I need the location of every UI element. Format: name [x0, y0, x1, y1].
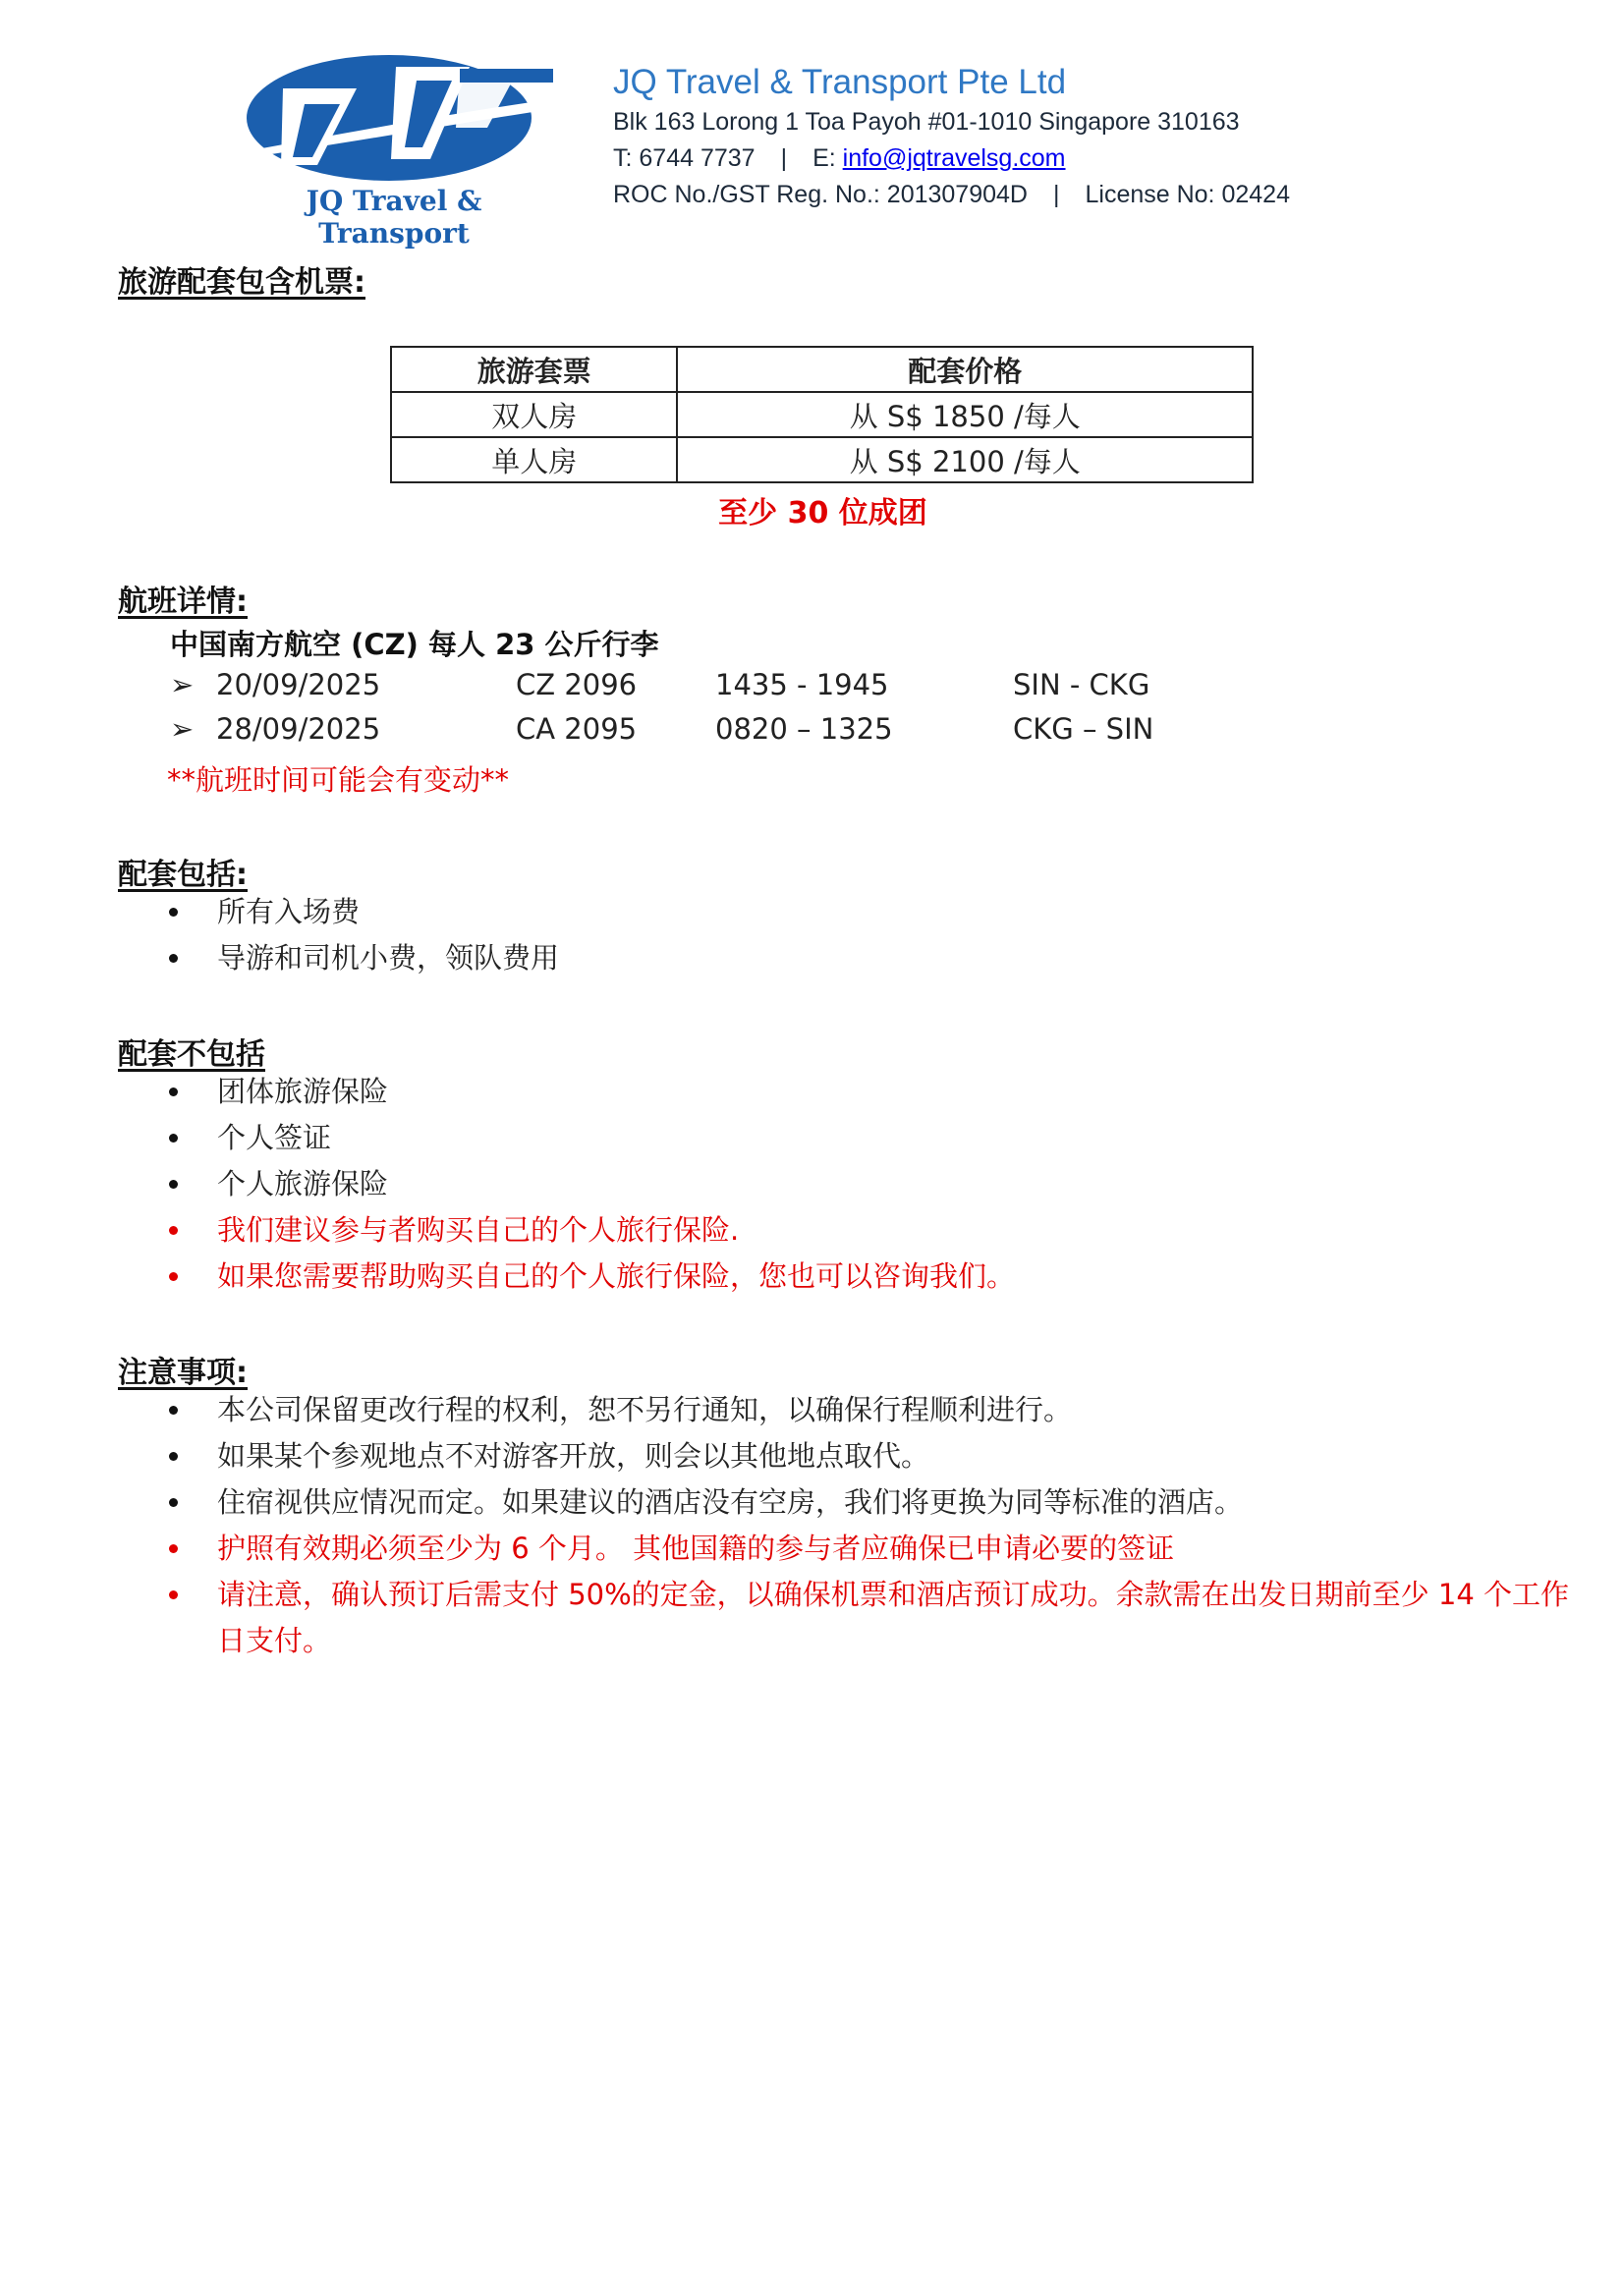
flight-route: SIN - CKG	[1013, 668, 1150, 701]
dot-bullet-icon	[169, 1272, 178, 1281]
notes-heading: 注意事项:	[118, 1356, 248, 1390]
includes-list	[165, 889, 559, 981]
dot-bullet-icon	[169, 1590, 178, 1599]
list-item-warning	[165, 1207, 1015, 1254]
flight-time: 0820 – 1325	[715, 712, 893, 746]
list-item-text: 所有入场费	[217, 895, 361, 928]
package-price-table	[390, 346, 1254, 483]
dot-bullet-icon	[169, 954, 178, 963]
package-heading: 旅游配套包含机票:	[118, 265, 365, 300]
company-logo	[224, 49, 558, 250]
dot-bullet-icon	[169, 1087, 178, 1096]
flights-heading: 航班详情:	[118, 585, 248, 619]
table-header-row	[391, 347, 1253, 392]
list-item	[165, 1161, 1015, 1207]
flight-number: CZ 2096	[516, 668, 638, 701]
price-cell: 从 S$ 2100 /每人	[677, 437, 1253, 482]
company-name: JQ Travel & Transport Pte Ltd	[613, 63, 1067, 101]
list-item-text: 护照有效期必须至少为 6 个月。 其他国籍的参与者应确保已申请必要的签证	[217, 1532, 1175, 1565]
company-info	[613, 61, 1290, 213]
minimum-group-note: 至少 30 位成团	[718, 496, 927, 530]
email-label: E:	[812, 144, 836, 172]
room-type-cell: 双人房	[391, 392, 677, 437]
table-row	[391, 392, 1253, 437]
table-header: 旅游套票	[391, 347, 677, 392]
room-type-cell: 单人房	[391, 437, 677, 482]
list-item-text: 导游和司机小费，领队费用	[217, 941, 560, 975]
phone-number: T: 6744 7737	[613, 144, 756, 172]
list-item	[165, 889, 559, 935]
list-item-text: 我们建议参与者购买自己的个人旅行保险.	[217, 1213, 740, 1247]
table-header: 配套价格	[677, 347, 1253, 392]
list-item-text: 如果您需要帮助购买自己的个人旅行保险，您也可以咨询我们。	[217, 1259, 1016, 1293]
table-row	[391, 437, 1253, 482]
dot-bullet-icon	[169, 1406, 178, 1415]
list-item	[165, 1387, 1573, 1433]
excludes-list	[165, 1069, 1015, 1300]
separator: |	[780, 144, 788, 172]
list-item-text: 个人旅游保险	[217, 1167, 389, 1200]
list-item-warning	[165, 1526, 1573, 1572]
list-item-warning	[165, 1572, 1573, 1664]
flight-date: 20/09/2025	[216, 668, 381, 701]
dot-bullet-icon	[169, 1452, 178, 1461]
includes-heading: 配套包括:	[118, 858, 248, 892]
flight-route: CKG – SIN	[1013, 712, 1154, 746]
dot-bullet-icon	[169, 1544, 178, 1553]
list-item	[165, 935, 559, 981]
email-link[interactable]: info@jqtravelsg.com	[842, 144, 1066, 172]
list-item	[165, 1433, 1573, 1479]
price-cell: 从 S$ 1850 /每人	[677, 392, 1253, 437]
dot-bullet-icon	[169, 908, 178, 917]
flight-date: 28/09/2025	[216, 712, 381, 746]
list-item-text: 如果某个参观地点不对游客开放，则会以其他地点取代。	[217, 1439, 930, 1473]
arrow-bullet-icon: ➢	[170, 668, 195, 701]
list-item	[165, 1479, 1573, 1526]
dot-bullet-icon	[169, 1226, 178, 1235]
airline-info: 中国南方航空 (CZ) 每人 23 公斤行李	[170, 628, 659, 661]
company-address: Blk 163 Lorong 1 Toa Payoh #01-1010 Singapore 310163	[613, 108, 1240, 136]
flight-number: CA 2095	[516, 712, 638, 746]
list-item-text: 请注意，确认预订后需支付 50%的定金，以确保机票和酒店预订成功。余款需在出发日期前至少 14 个工作日支付。	[217, 1578, 1570, 1657]
flight-change-note: **航班时间可能会有变动**	[167, 763, 510, 797]
list-item-warning	[165, 1254, 1015, 1300]
dot-bullet-icon	[169, 1180, 178, 1189]
flight-time: 1435 - 1945	[715, 668, 889, 701]
dot-bullet-icon	[169, 1498, 178, 1507]
jq-swoosh-logo-icon	[224, 49, 558, 187]
roc-number: ROC No./GST Reg. No.: 201307904D	[613, 181, 1028, 208]
company-registration	[613, 177, 1290, 213]
list-item	[165, 1069, 1015, 1115]
license-number: License No: 02424	[1085, 181, 1290, 208]
arrow-bullet-icon: ➢	[170, 712, 195, 746]
list-item	[165, 1115, 1015, 1161]
logo-text: JQ Travel & Transport	[306, 185, 482, 250]
excludes-heading: 配套不包括	[118, 1037, 265, 1072]
list-item-text: 个人签证	[217, 1121, 332, 1154]
list-item-text: 团体旅游保险	[217, 1075, 389, 1108]
dot-bullet-icon	[169, 1134, 178, 1143]
notes-list	[165, 1387, 1573, 1664]
list-item-text: 住宿视供应情况而定。如果建议的酒店没有空房，我们将更换为同等标准的酒店。	[217, 1485, 1244, 1519]
company-contact	[613, 140, 1290, 177]
separator: |	[1052, 181, 1060, 208]
list-item-text: 本公司保留更改行程的权利，恕不另行通知，以确保行程顺利进行。	[217, 1393, 1073, 1426]
